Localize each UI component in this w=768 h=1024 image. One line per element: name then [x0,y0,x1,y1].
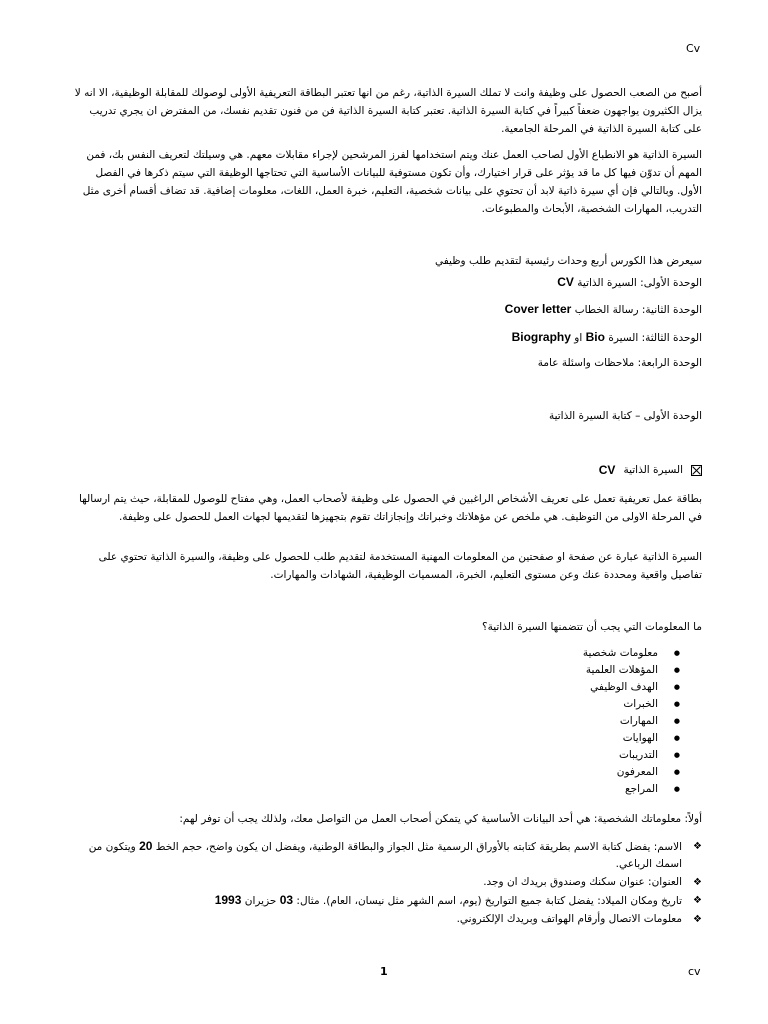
cv-heading-latin: CV [598,463,616,477]
unit-2-latin: Cover letter [504,302,572,316]
unit-1-line [557,275,702,289]
paragraph-intro-1: أصبح من الصعب الحصول على وظيفة وانت لا تملك السيرة الذاتية، رغم من انها تعتبر البطاقة التعريفية الأولى لوصولك للمقابلة الوظيفية، الا انه لا يزال الكثيرون يواجهون ضعفاً كبيراً في كتابة السيرة الذاتية. تعتبر كتابة السيرة الذاتية فن من فنون تقديم نفسك، من المفترض ان يجري تدريب على كتابة السيرة الذاتية في المرحلة الجامعية. [74,87,702,135]
unit-2-line [505,302,702,316]
list-item: ● المراجع [583,781,680,798]
list-item: ● الهوايات [583,730,680,747]
example-year: 1993 [214,893,242,907]
personal-item-tail: ويتكون من اسمك الرباعي. [88,841,682,870]
course-units-intro: سيعرض هذا الكورس أربع وحدات رئيسية لتقديم طلب وظيفي [434,255,702,267]
list-item: ● المؤهلات العلمية [583,662,680,679]
personal-item-text: تاريخ ومكان الميلاد: يفضل كتابة جميع التواريخ (يوم، اسم الشهر مثل نيسان، العام). مثال: [296,895,682,907]
list-item: ● المهارات [583,713,680,730]
list-item: ● معلومات شخصية [583,645,680,662]
personal-item-birth [68,892,702,910]
example-month: حزيران [244,895,277,907]
paragraph-cv-definition: بطاقة عمل تعريفية تعمل على تعريف الأشخاص الراغبين في الحصول على وظيفة لأصحاب العمل، وهي مفتاح للوصول للمقابلة، حيث يتم ارسالها في المرحلة الاولى من التوظيف. هي ملخص عن مؤهلاتك وخبراتك وإنجازاتك تقوم بتجهيزها لتقديمها لجهات العمل للحصول على وظيفة. [78,493,702,523]
footer-label: cv [688,965,701,978]
personal-info-heading: أولاً: معلوماتك الشخصية: هي أحد البيانات الأساسية كي يتمكن أصحاب العمل من التواصل معك، ولذلك يجب أن توفر لهم: [179,813,702,825]
unit-4-text: الوحدة الرابعة: ملاحظات واسئلة عامة [537,357,702,369]
unit-3-latin-a: Bio [585,330,605,344]
personal-info-list [68,838,702,929]
list-item: ● الخبرات [583,696,680,713]
list-item: ● التدريبات [583,747,680,764]
unit-1-latin: CV [557,275,574,289]
list-item: ● الهدف الوظيفي [583,679,680,696]
unit-3-text: الوحدة الثالثة: السيرة [608,332,702,344]
unit-3-line [512,330,702,344]
unit-3-mid: او [574,332,583,344]
personal-item-contact [68,911,702,928]
paragraph-cv-description: السيرة الذاتية عبارة عن صفحة او صفحتين من المعلومات المهنية المستخدمة لتقديم طلب للحصول على وظيفة، والسيرة الذاتية تحتوي على تفاصيل واقعية ومحددة عنك وعن مستوى التعليم، الخبرة، المسميات الوظيفية، الشهادات والمهارات. [98,551,702,581]
contents-question: ما المعلومات التي يجب أن تتضمنها السيرة الذاتية؟ [482,621,702,633]
paragraph-intro-2: السيرة الذاتية هو الانطباع الأول لصاحب العمل عنك ويتم استخدامها لفرز المرشحين لإجراء مقابلات معهم. هي وسيلتك لتعريف النفس بك، فمن المهم أن تدوّن فيها كل ما قد يؤثر على قرار اختيارك، وأن تكون مستوفية للبيانات الأساسية التي تحتاجها الوظيفة التي سيتم ذكرها في الفصل الأول. وبالتالي فإن أي سيرة ذاتية لابد أن تحتوي على بيانات شخصية، التعليم، خبرة العمل، اللغات، معلومات إضافية. قد تضاف أقسام أخرى مثل التدريب، المهارات الشخصية، الأبحاث والمطبوعات. [82,149,702,215]
page-number: 1 [380,965,388,978]
example-day: 03 [279,893,294,907]
cv-section-heading [599,463,702,477]
personal-item-name [68,838,702,873]
unit-3-latin-b: Biography [511,330,571,344]
personal-item-address [68,874,702,891]
unit-4-line [538,357,702,369]
personal-item-text: الاسم: يفضل كتابة الاسم بطريقة كتابته بالأوراق الرسمية مثل الجواز والبطاقة الوطنية، ويفضل ان يكون واضح، حجم الخط [155,841,682,853]
cv-heading-text: السيرة الذاتية [623,464,683,476]
font-size-number: 20 [139,839,153,853]
checkbox-cross-icon [691,465,702,476]
unit-1-heading: الوحدة الأولى – كتابة السيرة الذاتية [548,410,702,422]
personal-item-text: العنوان: عنوان سكنك وصندوق بريدك ان وجد. [483,876,682,888]
unit-1-text: الوحدة الأولى: السيرة الذاتية [577,277,702,289]
personal-item-text: معلومات الاتصال وأرقام الهواتف وبريدك الإلكتروني. [456,913,682,925]
header-label: Cv [686,42,701,55]
unit-2-text: الوحدة الثانية: رسالة الخطاب [574,304,702,316]
list-item: ● المعرفون [583,764,680,781]
contents-list [583,645,680,798]
